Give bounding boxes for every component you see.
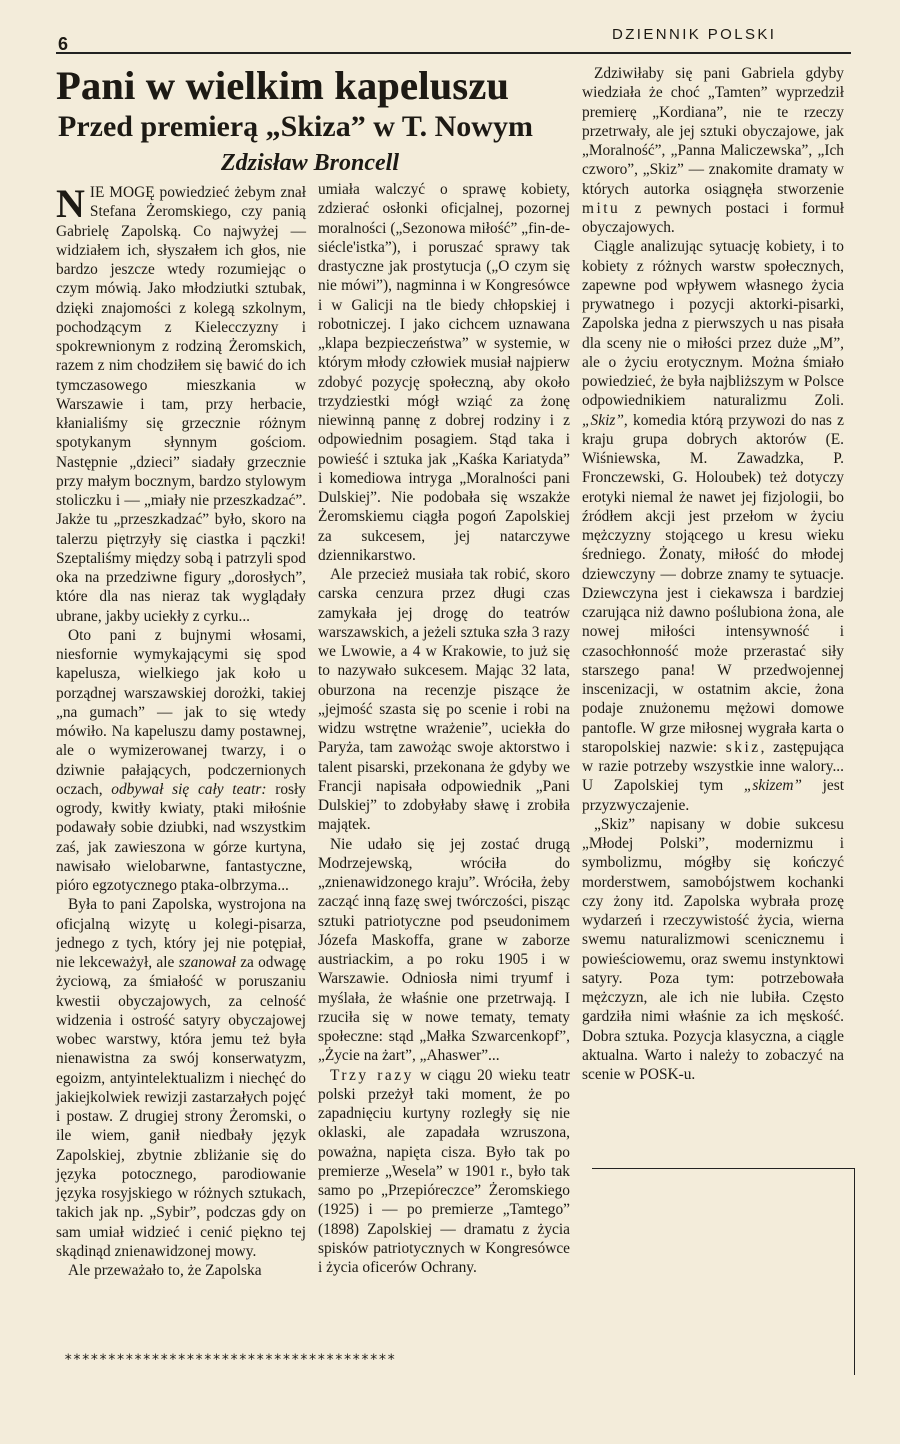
page-number: 6 (58, 34, 69, 54)
article-subtitle: Przed premierą „Skiza” w T. Nowym (58, 110, 533, 143)
paragraph: Nie udało się jej zostać drugą Modrzejewską, wróciła do „znienawidzonego kraju”. Wróciła, żeby zacząć inną fazę swej twórczości, pisząc sztuki patriotyczne pod pseudonimem Józefa Maskoffa, grane w zaborze austriackim, a po roku 1905 i w Warszawie. Odniosła nimi tryumf i myślała, że właśnie one przetrwają. I rzuciła się w nowe tematy, tematy społeczne: stąd „Małka Szwarcenkopf”, „Życie na żart”, „Ahaswer”... (318, 835, 570, 1065)
italic-text: „Skiz” (582, 411, 624, 429)
italic-text: szanował (178, 954, 236, 971)
paragraph-text: jest przyzwyczajenie. (582, 777, 844, 814)
paragraph-text: za odwagę życiową, za śmiałość w poruszaniu kwestii obyczajowych, za celność widzenia i ostrość satyry obyczajowej wobec warstwy, która jemu też była nienawistna za swój konserwatyzm, egoizm, antyintelektualizm i niechęć do jakiejkolwiek rewizji zastarzałych pojęć i postaw. Z drugiej strony Żeromski, o ile wiem, ganił niedbały język Zapolskiej, zbytnie zbliżanie się do języka potocznego, parodiowanie języka rosyjskiego w różnych sztukach, takich jak np. „Sybir”, podczas gdy on sam umiał widzieć i cenić piękno tej skądinąd znienawidzonej mowy. (56, 954, 306, 1260)
article-author: Zdzisław Broncell (220, 150, 400, 176)
publication-name: DZIENNIK POLSKI (612, 26, 777, 43)
article-column-3 (582, 64, 844, 1084)
paragraph: „Skiz” napisany w dobie sukcesu „Młodej Polski”, modernizmu i symbolizmu, mógłby się kończyć morderstwem, samobójstwem kochanki czy żony itd. Zapolska wybrała prozę wydarzeń i rzeczywistość życia, wierna swemu naturalizmowi scenicznemu i powieściowemu, oraz swemu instynktowi satyry. Poza tym: potrzebowała mężczyzn, ale ich nie lubiła. Często gardziła nimi właśnie za ich męskość. Dobra sztuka. Pozycja klasyczna, a ciągle aktualna. Warto i należy to zobaczyć na scenie w POSK-u. (582, 815, 844, 1083)
empty-box-frame (592, 1168, 855, 1375)
italic-text: „skizem” (743, 777, 802, 795)
italic-text: odbywał się cały teatr: (111, 780, 267, 798)
asterisk-separator: ************************************** (64, 1352, 396, 1368)
article-column-2 (318, 180, 570, 1277)
paragraph: Ale przeważało to, że Zapolska (68, 1262, 262, 1279)
paragraph-text: Zdziwiłaby się pani Gabriela gdyby wiedziała że choć „Tamten” wyprzedził premierę „Kordiana”, nie te rzeczy przetrwały, ale jej sztuki obyczajowe, jak „Moralność”, „Panna Maliczewska”, „Ich czworo”, „Skiz” — znakomite dramaty w których autorka osiągnęła stworzenie (582, 65, 844, 198)
spaced-text: mitu (582, 199, 621, 217)
paragraph (318, 1066, 570, 1278)
paragraph-text: , zastępująca w razie potrzeby wszystkie inne walory... U Zapolskiej tym (582, 738, 844, 795)
paragraph-text: Była to pani Zapolska, wystrojona na oficjalną wizytę u kolegi-pisarza, jednego z tych, który jej nie potępiał, nie lekceważył, ale (56, 896, 306, 971)
spaced-text: skiz (725, 738, 761, 756)
paragraph-text: rosły ogrody, kwitły kwiaty, ptaki miłośnie podawały sobie dziubki, nad wszystkim zaś, jak zawieszona w górze kurtyna, nawisało wielobarwne, fantastyczne, pióro egzotycznego ptaka-olbrzyma... (56, 780, 306, 894)
paragraph: umiała walczyć o sprawę kobiety, zdzierać osłonki oficjalnej, pozornej moralności („Sezonowa miłość” „fin-de-siécle'istka”), i poruszać sprawy tak drastyczne jak prostytucja („O czym się nie mówi”), nagminna i w Kongresówce i w Galicji na tle biedy chłopskiej i robotniczej. I jako cichcem uznawana „klapa bezpieczeństwa” w systemie, w którym młody człowiek musiał najpierw zdobyć pozycję społeczną, aby około trzydziestki mógł wziąć za żonę niewinną pannę z dobrej rodziny i z odpowiednim posagiem. Stąd taka i powieść i sztuka jak „Kaśka Kariatyda” i komediowa intryga „Moralności pani Dulskiej”. Nie podobała się wszakże Żeromskiemu ciągła pogoń Zapolskiej za sukcesem, jej natarczywe dziennikarstwo. (318, 181, 570, 564)
paragraph (56, 183, 306, 626)
paragraph (582, 64, 844, 237)
article-title: Pani w wielkim kapeluszu (56, 63, 509, 108)
paragraph-text: Oto pani z bujnymi włosami, niesfornie wymykającymi się spod kapelusza, wielkiego jak koło u porządnej warszawskiej dorożki, takiej „na gumach” — jak to się wtedy mówiło. Na kapeluszu damy postawnej, ale o wymizerowanej twarzy, i o dziwnie pałających, podczernionych oczach, (56, 626, 306, 798)
paragraph (56, 895, 306, 1261)
paragraph-text: Ciągle analizując sytuację kobiety, i to kobiety z różnych warstw społecznych, zapewne pod wpływem własnego życia prywatnego i pozycji aktorki-pisarki, Zapolska jedna z pierwszych u nas pisała dla sceny nie o miłości przez duże „M”, ale o życiu erotycznym. Można śmiało powiedzieć, że była najbliższym w Polsce odpowiednikiem naturalizmu Zoli. (582, 238, 844, 410)
paragraph: Ale przecież musiała tak robić, skoro carska cenzura przez długi czas zamykała jej drogę do teatrów warszawskich, a jeżeli sztuka szła 3 razy we Lwowie, a 4 w Krakowie, to już się to nazywało sukcesem. Mając 32 lata, oburzona na recenzje piszące że „jejmość szasta się po scenie i robi na widzu wstrętne wrażenie”, uciekła do Paryża, tam zawożąc swoje aktorstwo i talent pisarski, przekonana że gdyby we Francji napisała odpowiednik „Pani Dulskiej” to zdobyłaby sławę i zrobiła majątek. (318, 566, 570, 834)
article-column-1 (56, 183, 306, 1280)
paragraph (582, 237, 844, 815)
paragraph-text: z pewnych postaci i formuł obyczajowych. (582, 199, 844, 236)
spaced-text: Trzy razy (330, 1066, 414, 1084)
paragraph-text: w ciągu 20 wieku teatr polski przeżył taki moment, że po zapadnięciu kurtyny rozległy się nie oklaski, ale zapadała wzruszona, poważna, napięta cisza. Było tak po premierze „Wesela” w 1901 r., było tak samo po „Przepióreczce” Żeromskiego (1925) i — po premierze „Tamtego” (1898) Zapolskiej — dramatu z życia spisków patriotycznych w Kongresówce i życia oficerów Ochrany. (318, 1066, 570, 1276)
drop-cap: N (56, 181, 85, 226)
paragraph-text: powiedzieć żebym znał Stefana Żeromskiego, czy panią Gabrielę Zapolską. Co najwyżej — widziałem ich, słyszałem ich głos, nie bardzo jeszcze wtedy rozumiejąc o czym mówią. Jako młodziutki sztubak, dzięki znajomości z kolegą szkolnym, pochodzącym z Kielecczyzny i spokrewnionym z rodziną Żeromskich, razem z nim chodziłem się bawić do ich tymczasowego mieszkania w Warszawie i tam, przy herbacie, kłanialiśmy się grzecznie różnym spotykanym słynnym gościom. Następnie „dzieci” siadały grzecznie przy małym bocznym, bardzo stylowym stoliczku i — „miały nie przeszkadzać”. Jakże tu „przeszkadzać” było, skoro na talerzu piętrzyły się ciastka i pączki! Szeptaliśmy między sobą i patrzyli spod oka na przedziwne figury „dorosłych”, które dla nas nieraz tak wyglądały ubrane, jakby uciekły z cyrku... (56, 184, 306, 625)
paragraph (56, 626, 306, 896)
header-rule (56, 52, 851, 54)
paragraph-text: , komedia którą przywozi do nas z kraju grupa dobrych aktorów (E. Wiśniewska, M. Zawadzka, P. Fronczewski, G. Holoubek) też dotyczy erotyki niemal że nawet jej fizjologii, bo źródłem akcji jest przełom w życiu mężczyzny stojącego u kresu wieku średniego. Żonaty, miłość do młodej dziewczyny — dobrze znamy te sytuacje. Dziewczyna jest i ciekawsza i bardziej czarująca niż dawno poślubiona żona, ale nowej miłości intensywność i czasochłonność może przerastać siły starszego pana! W przedwojennej inscenizacji, w ostatnim akcie, żona podaje znużonemu mężowi domowe pantofle. W grze miłosnej wygrała karta o staropolskiej nazwie: (582, 411, 844, 756)
lead-caps: IE MOGĘ (89, 184, 155, 201)
